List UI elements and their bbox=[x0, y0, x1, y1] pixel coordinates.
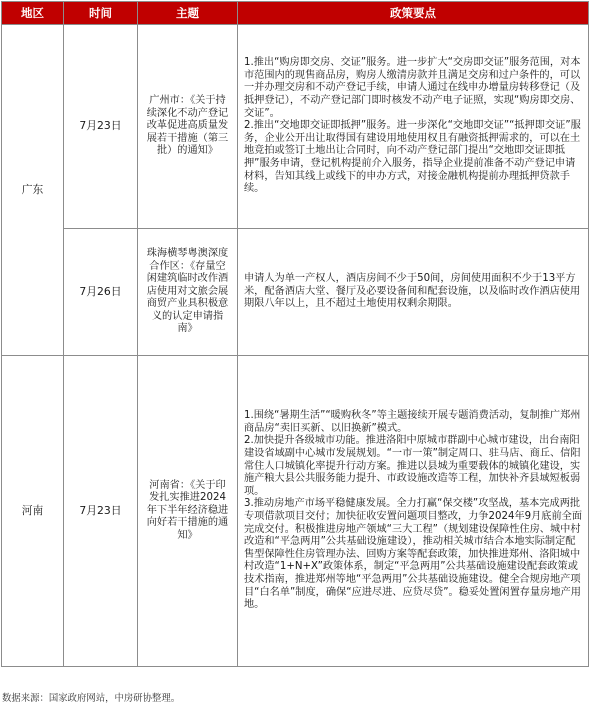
policy-point: 2.推出“交地即交证即抵押”服务。进一步深化“交地即交证”“抵押即交证”服务，企业公开出让取得国有建设用地使用权且有融资抵押需求的，可以在土地竞拍或签订土地出让合同时，向不动产登记部门提出“交地即交证即抵押”服务申请，登记机构提前介入服务，指导企业提前准备不动产登记申请材料，告知其线上或线下的申办方式，对接金融机构提前办理抵押贷款手续。 bbox=[244, 120, 581, 195]
topic-cell: 珠海横琴粤澳深度合作区：《存量空闲建筑临时改作酒店使用对文旅会展商贸产业具积极意义的认定申请指南》 bbox=[138, 229, 238, 356]
table-row bbox=[2, 229, 589, 356]
policy-points-cell bbox=[238, 25, 589, 229]
date-cell: 7月26日 bbox=[64, 229, 138, 356]
header-date: 时间 bbox=[64, 2, 138, 25]
policy-point: 3.推动房地产市场平稳健康发展。全力打赢“保交楼”攻坚战，基本完成两批专项借款项目交付；加快征收安置问题项目整改，力争2024年9月底前全面完成交付。积极推进房地产领域“三大工程”（规划建设保障性住房、城中村改造和“平急两用”公共基础设施建设），推动相关城市结合本地实际制定配售型保障性住房管理办法、回购方案等配套政策，加快推进郑州、洛阳城中村改造“1+N+X”政策体系，制定“平急两用”公共基础设施建设配套政策或技术指南，推进郑州等地“平急两用”公共基础设施建设。健全合规房地产项目“白名单”制度，确保“应进尽进、应贷尽贷”。稳妥处置闲置存量房地产用地。 bbox=[244, 498, 583, 611]
header-region: 地区 bbox=[2, 2, 64, 25]
source-note: 数据来源：国家政府网站，中房研协整理。 bbox=[2, 693, 181, 704]
header-topic: 主题 bbox=[138, 2, 238, 25]
policy-points-cell bbox=[238, 229, 589, 356]
policy-point: 1.推出“购房即交房、交证”服务。进一步扩大“交房即交证”服务范围，对本市范围内的现售商品房，购房人缴清房款并且满足交房和过户条件的，可以一并办理交房和不动产登记手续，申请人通过在线申办增量房转移登记（及抵押登记），不动产登记部门即时核发不动产电子证照，实现“购房即交房、交证”。 bbox=[244, 57, 581, 119]
policy-table bbox=[1, 1, 589, 667]
table-header-row bbox=[2, 2, 589, 25]
policy-point: 申请人为单一产权人，酒店房间不少于50间，房间使用面积不少于13平方米，配备酒店大堂、餐厅及必要设备间和配套设施，以及临时改作酒店使用期限八年以上，且不超过土地使用权剩余期限。 bbox=[244, 273, 581, 310]
header-points: 政策要点 bbox=[238, 2, 589, 25]
table-row bbox=[2, 25, 589, 229]
policy-points-cell bbox=[238, 356, 589, 667]
topic-cell: 河南省：《关于印发扎实推进2024年下半年经济稳进向好若干措施的通知》 bbox=[138, 356, 238, 667]
table-row bbox=[2, 356, 589, 667]
topic-cell: 广州市：《关于持续深化不动产登记改革促进高质量发展若干措施（第三批）的通知》 bbox=[138, 25, 238, 229]
region-cell: 广东 bbox=[2, 25, 64, 356]
policy-point: 1.围绕“暑期生活”“暖购秋冬”等主题接续开展专题消费活动，复制推广郑州商品房“卖旧买新、以旧换新”模式。 bbox=[244, 410, 581, 434]
region-cell: 河南 bbox=[2, 356, 64, 667]
date-cell: 7月23日 bbox=[64, 356, 138, 667]
policy-point: 2.加快提升各级城市功能。推进洛阳中原城市群副中心城市建设，出台南阳建设省域副中心城市发展规划。“一市一策”制定周口、驻马店、商丘、信阳常住人口城镇化率提升行动方案。推进以县城为重要载体的城镇化建设，实施产粮大县公共服务能力提升、市政设施改造等工程，加快补齐县域短板弱项。 bbox=[244, 435, 581, 497]
date-cell: 7月23日 bbox=[64, 25, 138, 229]
